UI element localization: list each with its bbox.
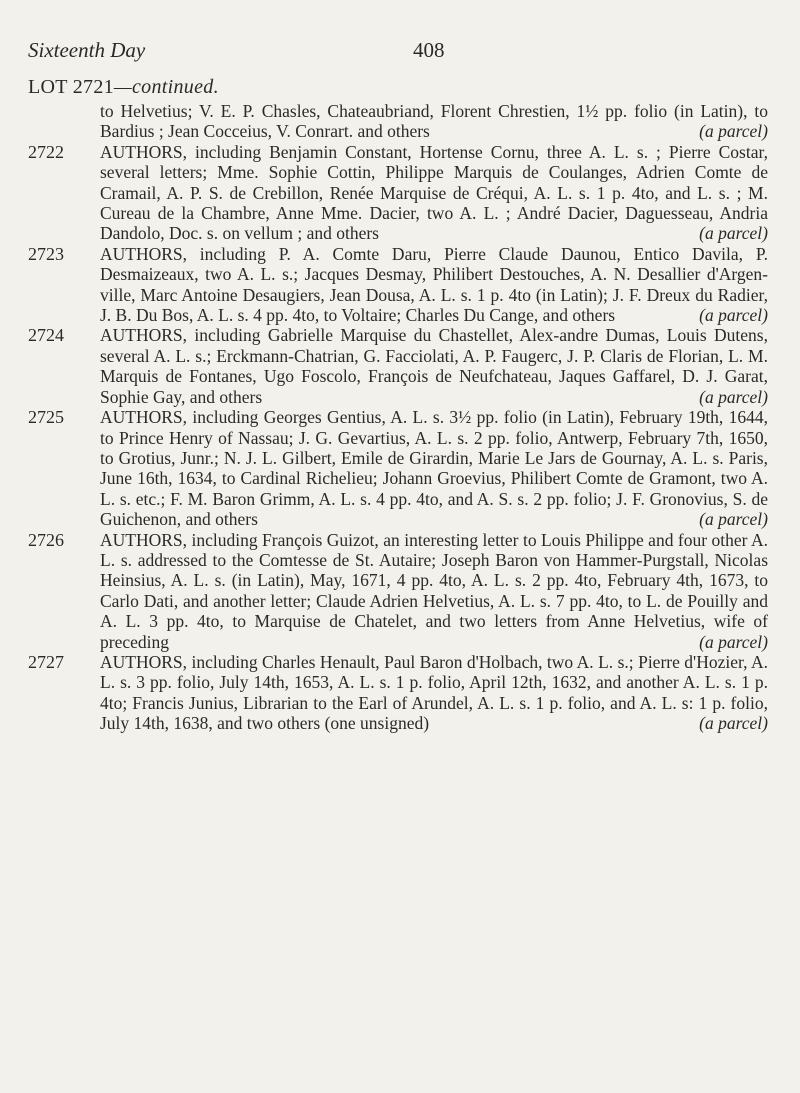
lot-entry-parcel: (a parcel)	[699, 305, 768, 326]
lot-entry-2723	[28, 244, 768, 326]
lot-entry-parcel: (a parcel)	[699, 631, 768, 652]
lot-entry-parcel: (a parcel)	[699, 121, 768, 142]
lot-entry-number: 2726	[28, 529, 64, 550]
day-title: Sixteenth Day	[28, 38, 146, 62]
lot-heading	[28, 76, 219, 99]
lot-entry-number: 2724	[28, 325, 64, 346]
continued-label: —continued.	[113, 76, 219, 98]
lot-entry-2727	[28, 652, 768, 734]
lot-entry-text: to Helvetius; V. E. P. Chasles, Chateaubriand, Florent Chrestien, 1½ pp. folio (in Latin), to Bardius ; Jean Cocceius, V. Conrart. and others	[100, 101, 768, 142]
lot-entries	[28, 101, 768, 734]
lot-entry-text: AUTHORS, including P. A. Comte Daru, Pierre Claude Daunou, Entico Davila, P. Desmaizeaux, two A. L. s.; Jacques Desmay, Philibert Destouches, A. N. Desallier d'Argen-ville, Marc Antoine Desaugiers, Jean Dousa, A. L. s. 1 p. 4to (in Latin); J. F. Dreux du Radier, J. B. Du Bos, A. L. s. 4 pp. 4to, to Voltaire; Charles Du Cange, and others	[100, 243, 768, 326]
lot-entry-2725	[28, 407, 768, 529]
lot-entry-text: AUTHORS, including Benjamin Constant, Hortense Cornu, three A. L. s. ; Pierre Costar, several letters; Mme. Sophie Cottin, Philippe Marquis de Coulanges, Adrien Comte de Cramail, A. P. S. de Crebillon, Renée Marquise de Créqui, A. L. s. 1 p. 4to, and L. s. ; M. Cureau de la Chambre, Anne Mme. Dacier, two A. L. ; André Dacier, Daguesseau, Andria Dandolo, Doc. s. on vellum ; and others	[100, 141, 768, 244]
lot-entry-parcel: (a parcel)	[699, 223, 768, 244]
lot-number: LOT 2721	[28, 76, 114, 98]
lot-entry-2722	[28, 142, 768, 244]
lot-entry-text: AUTHORS, including Georges Gentius, A. L. s. 3½ pp. folio (in Latin), February 19th, 1644, to Prince Henry of Nassau; J. G. Gevartius, A. L. s. 2 pp. folio, Antwerp, February 7th, 1650, to Grotius, Junr.; N. J. L. Gilbert, Emile de Girardin, Marie Le Jars de Gournay, A. L. s. Paris, June 16th, 1634, to Cardinal Richelieu; Johann Groevius, Philibert Comte de Gramont, two A. L. s. etc.; F. M. Baron Grimm, A. L. s. 4 pp. 4to, and A. S. s. 2 pp. folio; J. F. Gronovius, S. de Guichenon, and others	[100, 407, 768, 530]
page-number: 408	[413, 38, 445, 62]
lot-entry-number: 2722	[28, 141, 64, 162]
lot-entry-2724	[28, 325, 768, 407]
lot-entry-number: 2723	[28, 243, 64, 264]
lot-entry-parcel: (a parcel)	[699, 386, 768, 407]
lot-entry-text: AUTHORS, including Gabrielle Marquise du Chastellet, Alex-andre Dumas, Louis Dutens, several A. L. s.; Erckmann-Chatrian, G. Facciolati, A. P. Faugerc, J. P. Claris de Florian, L. M. Marquis de Fontanes, Ugo Foscolo, François de Neufchateau, Jaques Gaffarel, D. J. Garat, Sophie Gay, and others	[100, 325, 768, 407]
lot-entry-text: AUTHORS, including Charles Henault, Paul Baron d'Holbach, two A. L. s.; Pierre d'Hozier, A. L. s. 3 pp. folio, July 14th, 1653, A. L. s. 1 p. folio, April 12th, 1632, and another A. L. s. 1 p. 4to; Francis Junius, Librarian to the Earl of Arundel, A. L. s. 1 p. folio, and A. L. s: 1 p. folio, July 14th, 1638, and two others (one unsigned)	[100, 651, 768, 734]
lot-entry-number: 2727	[28, 651, 64, 672]
lot-entry-number: 2725	[28, 407, 64, 428]
lot-entry-parcel: (a parcel)	[699, 509, 768, 530]
lot-entry-2726	[28, 530, 768, 652]
lot-entry-parcel: (a parcel)	[699, 713, 768, 734]
lot-entry-text: AUTHORS, including François Guizot, an interesting letter to Louis Philippe and four other A. L. s. addressed to the Comtesse de St. Autaire; Joseph Baron von Hammer-Purgstall, Nicolas Heinsius, A. L. s. (in Latin), May, 1671, 4 pp. 4to, A. L. s. 2 pp. 4to, February 4th, 1673, to Carlo Dati, and another letter; Claude Adrien Helvetius, A. L. s. 7 pp. 4to, to L. de Pouilly and A. L. 3 pp. 4to, to Marquise de Chatelet, and two letters from Anne Helvetius, wife of preceding	[100, 529, 768, 652]
running-head	[28, 38, 728, 66]
lot-entry-2721-continued	[28, 101, 768, 142]
